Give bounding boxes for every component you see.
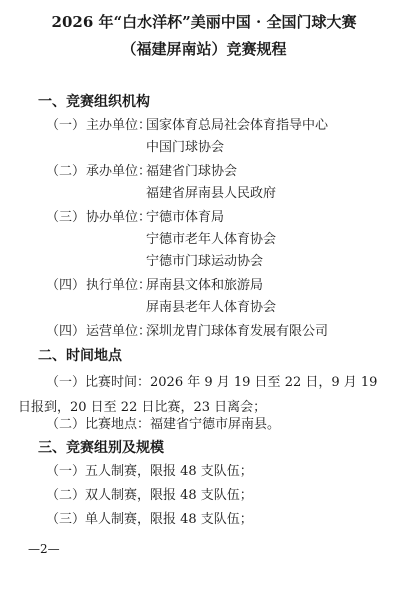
org-group-value: 福建省屏南县人民政府 [146, 186, 277, 201]
section3-heading: 三、竞赛组别及规模 [38, 440, 164, 456]
org-group-label: 主办单位： [86, 118, 152, 133]
org-group-prefix: （一） [46, 118, 86, 133]
org-group-value: 宁德市体育局 [146, 210, 225, 225]
org-group-label: 运营单位： [86, 324, 152, 339]
org-group-prefix: （三） [46, 210, 86, 225]
page-number: —2— [28, 542, 60, 556]
org-group-value: 屏南县老年人体育协会 [146, 300, 277, 315]
org-group-value: 中国门球协会 [146, 140, 225, 155]
document-title-line2: （福建屏南站）竞赛规程 [121, 40, 287, 58]
org-group-value: 深圳龙胄门球体育发展有限公司 [146, 324, 329, 339]
section1-heading: 一、竞赛组织机构 [38, 94, 150, 110]
section2-heading: 二、时间地点 [38, 348, 122, 364]
org-group-value: 宁德市老年人体育协会 [146, 232, 277, 247]
org-group-prefix: （四） [46, 324, 86, 339]
list-item: （一）五人制赛，限报 48 支队伍； [46, 464, 253, 479]
org-group-value: 国家体育总局社会体育指导中心 [146, 118, 329, 133]
org-group-prefix: （四） [46, 278, 86, 293]
org-group-label: 执行单位： [86, 278, 152, 293]
org-group-label: 协办单位： [86, 210, 152, 225]
list-item: （三）单人制赛，限报 48 支队伍； [46, 512, 253, 527]
org-group-value: 福建省门球协会 [146, 164, 238, 179]
document-title-line1: 2026 年“白水洋杯”美丽中国 · 全国门球大赛 [51, 13, 357, 31]
time-paragraph: （一）比赛时间：2026 年 9 月 19 日至 22 日，9 月 19 日报到，20 日至 22 日比赛，23 日离会； [18, 375, 378, 415]
org-group-prefix: （二） [46, 164, 86, 179]
list-item: （二）双人制赛，限报 48 支队伍； [46, 488, 253, 503]
org-group-value: 屏南县文体和旅游局 [146, 278, 264, 293]
org-group-value: 宁德市门球运动协会 [146, 254, 264, 269]
org-group-label: 承办单位： [86, 164, 152, 179]
place-paragraph: （二）比赛地点：福建省宁德市屏南县。 [46, 417, 281, 432]
